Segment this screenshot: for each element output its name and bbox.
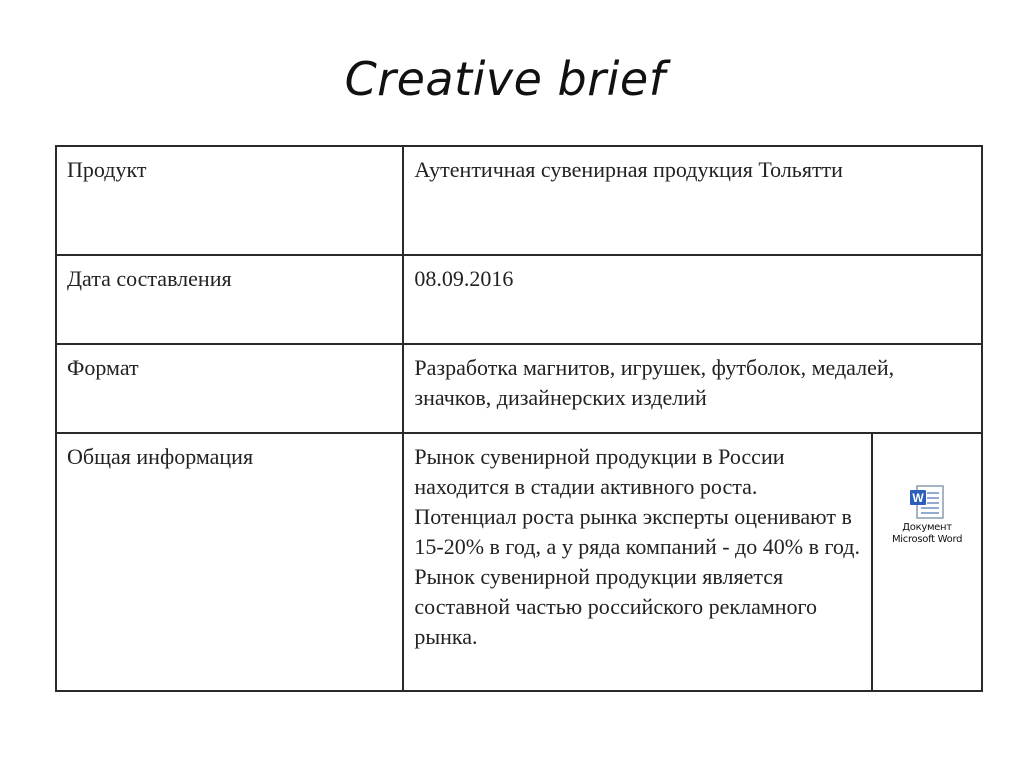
table-row: [56, 344, 982, 433]
row-label-product: Продукт: [56, 146, 403, 255]
table-row: [56, 255, 982, 344]
row-label-general-info: Общая информация: [56, 433, 403, 691]
creative-brief-table: [55, 145, 983, 692]
embedded-caption-line1: Документ: [902, 522, 952, 533]
embedded-caption-line2: Microsoft Word: [891, 534, 963, 545]
table-row: [56, 146, 982, 255]
slide-title: Creative brief: [344, 52, 666, 106]
row-value-format: Разработка магнитов, игрушек, футболок, медалей, значков, дизайнерских изделий: [403, 344, 982, 433]
embedded-word-document[interactable]: [872, 433, 982, 691]
row-value-product: Аутентичная сувенирная продукция Тольятти: [403, 146, 982, 255]
svg-text:W: W: [912, 491, 924, 505]
table-row: [56, 433, 982, 691]
row-value-date: 08.09.2016: [403, 255, 982, 344]
word-document-icon[interactable]: [907, 484, 947, 520]
row-label-date: Дата составления: [56, 255, 403, 344]
row-label-format: Формат: [56, 344, 403, 433]
row-value-general-info: Рынок сувенирной продукции в России находится в стадии активного роста. Потенциал роста рынка эксперты оценивают в 15-20% в год, а у ряда компаний - до 40% в год. Рынок сувенирной продукции является составной частью российского рекламного рынка.: [403, 433, 872, 691]
